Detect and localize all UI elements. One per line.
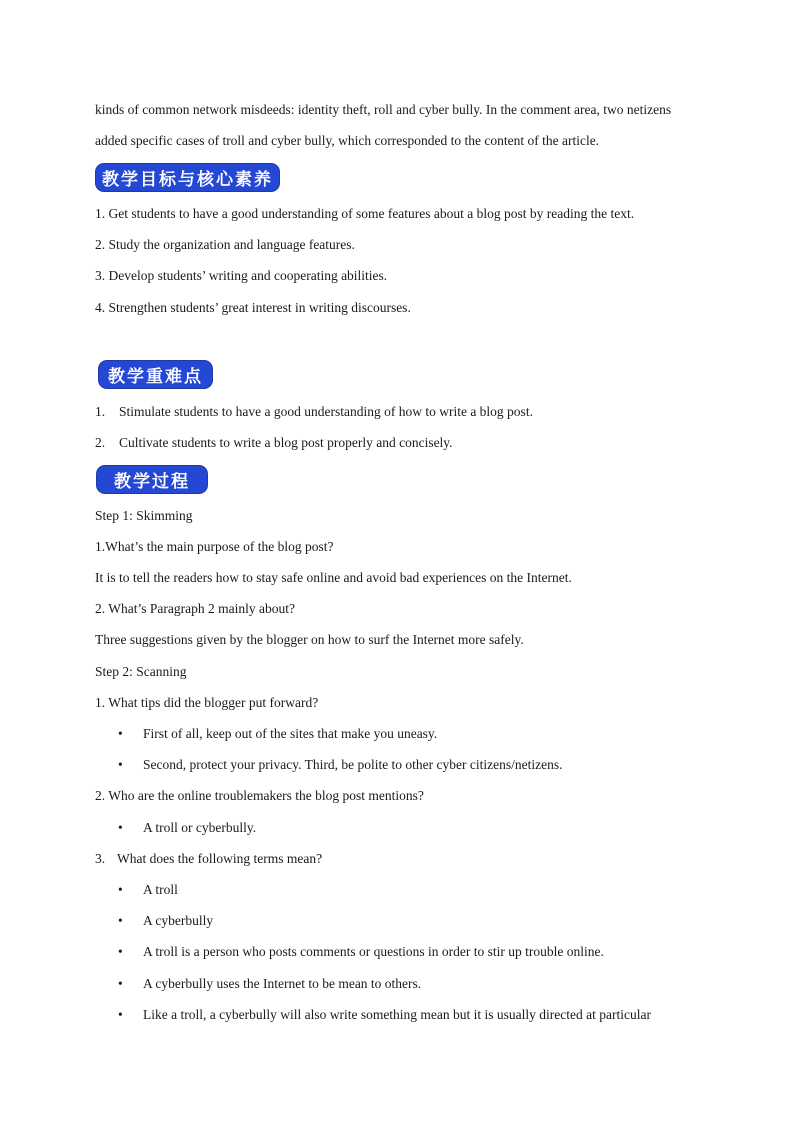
list-item-text: Like a troll, a cyberbully will also write something mean but it is usually directed at particular [143,1007,651,1022]
list-item-text: A troll or cyberbully. [143,820,257,835]
list-item-text: First of all, keep out of the sites that make you uneasy. [143,726,438,741]
objective-item-1: 1. Get students to have a good understanding of some features about a blog post by reading the text. [95,206,635,221]
section-header-process-label: 教学过程 [99,468,205,491]
objective-item-2: 2. Study the organization and language features. [95,237,355,252]
bullet-icon: • [118,882,123,897]
bullet-icon: • [118,976,123,991]
objective-item-4: 4. Strengthen students’ great interest in writing discourses. [95,300,411,315]
list-item-text: A cyberbully [143,913,214,928]
section-header-key-points-label: 教学重难点 [101,363,210,386]
question-1: 1.What’s the main purpose of the blog post? [95,539,334,554]
question-2: 2. What’s Paragraph 2 mainly about? [95,601,295,616]
bullet-icon: • [118,757,123,772]
intro-line-2: added specific cases of troll and cyber bully, which corresponded to the content of the article. [95,133,600,148]
section-header-key-points [99,361,212,388]
bullet-icon: • [118,913,123,928]
question-5-number: 3. [95,851,106,866]
answer-1: It is to tell the readers how to stay safe online and avoid bad experiences on the Internet. [95,570,572,585]
answer-2: Three suggestions given by the blogger on how to surf the Internet more safely. [95,632,524,647]
objective-item-3: 3. Develop students’ writing and cooperating abilities. [95,268,388,283]
section-header-objectives-label: 教学目标与核心素养 [98,166,277,189]
step-2-heading: Step 2: Scanning [95,664,187,679]
key-point-text: Stimulate students to have a good understanding of how to write a blog post. [119,404,533,419]
intro-line-1: kinds of common network misdeeds: identity theft, roll and cyber bully. In the comment area, two netizens [95,102,672,117]
key-point-number: 1. [95,404,106,419]
bullet-icon: • [118,1007,123,1022]
list-item-text: A cyberbully uses the Internet to be mean to others. [143,976,422,991]
bullet-icon: • [118,820,123,835]
step-1-heading: Step 1: Skimming [95,508,193,523]
list-item-text: Second, protect your privacy. Third, be polite to other cyber citizens/netizens. [143,757,563,772]
question-4: 2. Who are the online troublemakers the blog post mentions? [95,788,424,803]
list-item-text: A troll [143,882,178,897]
section-header-objectives [96,164,279,191]
bullet-icon: • [118,944,123,959]
list-item-text: A troll is a person who posts comments or questions in order to stir up trouble online. [143,944,604,959]
question-5-text: What does the following terms mean? [117,851,323,866]
key-point-number: 2. [95,435,106,450]
bullet-icon: • [118,726,123,741]
question-3: 1. What tips did the blogger put forward? [95,695,319,710]
section-header-process [97,466,207,493]
key-point-text: Cultivate students to write a blog post properly and concisely. [119,435,453,450]
